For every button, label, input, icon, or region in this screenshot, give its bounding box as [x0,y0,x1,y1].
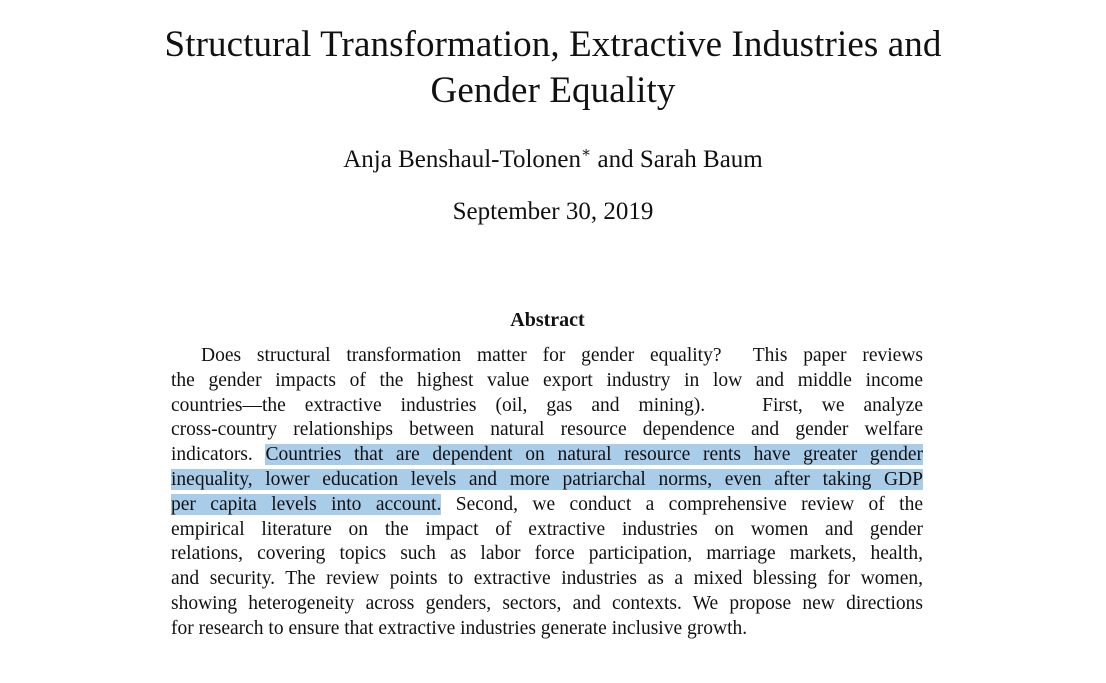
paper-title [0,22,1106,114]
abstract-line [171,468,923,493]
abstract-line [171,617,923,642]
author-first: Anja Benshaul-Tolonen [343,146,582,173]
abstract-text: countries—the extractive industries (oil, gas and mining). First, we analyze [171,394,923,416]
abstract-text: the gender impacts of the highest value export industry in low and middle income [171,369,923,391]
abstract-text: Does structural transformation matter for gender equality? This paper reviews [201,345,923,366]
author-joiner: and [591,146,640,173]
abstract-line [171,344,923,369]
abstract-line [171,369,923,394]
title-line-1: Structural Transformation, Extractive Industries and [164,24,942,65]
abstract-line [171,592,923,617]
author-footnote-mark: ∗ [581,145,592,161]
author-second: Sarah Baum [639,146,763,173]
abstract-line [171,518,923,543]
abstract-text: Second, we conduct a comprehensive review of the [441,493,924,515]
author-list [0,144,1106,176]
abstract-text: indicators. [171,444,266,466]
highlighted-text: inequality, lower education levels and more patriarchal norms, even after taking GDP [171,468,923,490]
abstract-text: showing heterogeneity across genders, sectors, and contexts. We propose new directions [171,592,923,614]
abstract-line [171,418,923,443]
abstract-text: and security. The review points to extractive industries as a mixed blessing for women, [171,568,923,590]
abstract-line [171,567,923,592]
abstract-text: relations, covering topics such as labor force participation, marriage markets, health, [171,543,923,565]
paper-date: September 30, 2019 [452,198,654,225]
abstract-line [171,394,923,419]
highlighted-text: per capita levels into account. [171,493,442,515]
abstract-heading: Abstract [510,309,585,331]
abstract-text: empirical literature on the impact of extractive industries on women and gender [171,518,923,540]
abstract-body[interactable] [171,344,923,642]
abstract-text: for research to ensure that extractive industries generate inclusive growth. [171,617,748,639]
abstract-line [171,443,923,468]
abstract-line [171,493,923,518]
highlighted-text: Countries that are dependent on natural resource rents have greater gender [265,444,923,466]
abstract-line [171,542,923,567]
abstract-text: cross-country relationships between natural resource dependence and gender welfare [171,419,923,441]
title-line-2: Gender Equality [430,70,676,111]
